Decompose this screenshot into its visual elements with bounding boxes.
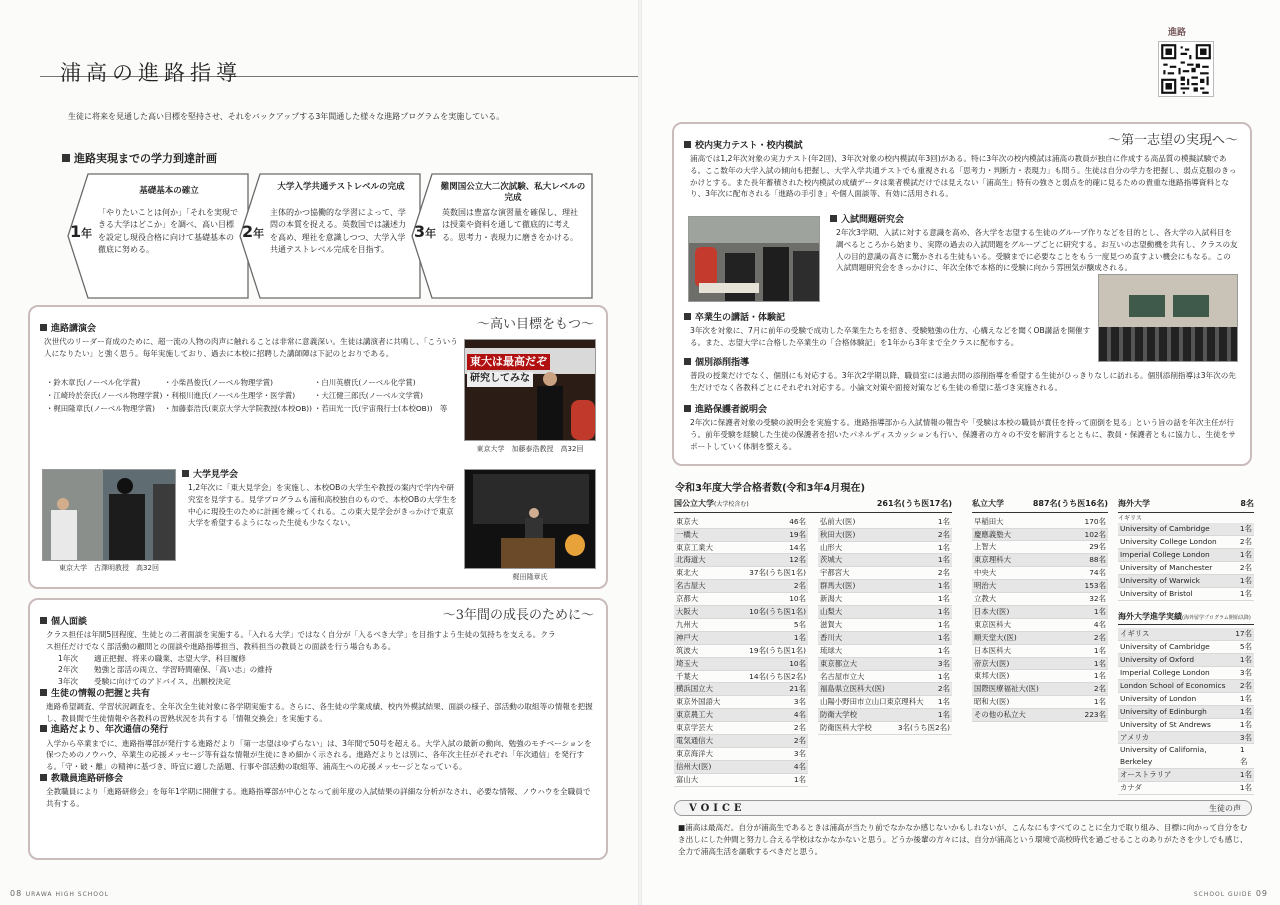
university-name: 信州大(医) — [676, 761, 712, 771]
table-row — [972, 696, 1108, 709]
visit-heading: 大学見学会 — [182, 469, 238, 482]
university-name: 東京大 — [676, 516, 699, 526]
study-photo — [688, 216, 820, 302]
pass-count: 1名 — [937, 697, 950, 707]
university-name: 宇都宮大 — [820, 568, 850, 578]
lecture-hall-photo — [1098, 274, 1238, 362]
table-row — [674, 542, 808, 555]
table-row — [818, 593, 952, 606]
step-year-1 — [66, 172, 252, 300]
plan-heading: 進路実現までの学力到達計画 — [62, 151, 217, 167]
table-row — [972, 529, 1108, 542]
university-name: 山形大 — [820, 542, 843, 552]
pass-count: 4名 — [793, 761, 806, 771]
pass-count: 2名 — [1239, 537, 1252, 547]
pass-count: 3名(うち医2名) — [897, 723, 950, 733]
university-name: 一橋大 — [676, 529, 699, 539]
table-row — [1118, 693, 1254, 706]
table-row — [674, 619, 808, 632]
university-name: University College London — [1120, 537, 1217, 547]
university-name: University of Oxford — [1120, 655, 1195, 665]
pass-count: 1名 — [1239, 655, 1252, 665]
university-name: 上智大 — [974, 542, 997, 552]
goal-box — [28, 305, 608, 589]
table-row — [674, 632, 808, 645]
overseas-header: 海外大学 8名 — [1118, 498, 1254, 513]
pass-count: 153名 — [1084, 581, 1106, 591]
university-name: 秋田大(医) — [820, 529, 856, 539]
step-year-3 — [410, 172, 596, 300]
pass-count: 1名 — [1093, 697, 1106, 707]
speaker-list — [46, 377, 466, 416]
national-col-2 — [818, 516, 952, 787]
test-heading: 校内実力テスト・校内模試 — [684, 140, 803, 153]
pass-count: 1名 — [937, 671, 950, 681]
voice-text: ■浦高は最高だ。自分が浦高生であるときは浦高が当たり前でなかなか感じないかもしれないが、こんなにもすべてのことに全力で取り組み、目標に向かって自分をむき出しにした仲間と努力し合える学校はなかなかないと思う。どうか後輩の方々には、自分が浦高という環境で高校時代を過ごせることのありがたさを少しでも感じ、全力で浦高生活を謳歌するべきだと思う。 — [678, 823, 1248, 856]
university-name: 東京学芸大 — [676, 723, 713, 733]
university-name: 東京外国語大 — [676, 697, 721, 707]
university-name: 東京都立大 — [820, 658, 857, 668]
table-row — [674, 696, 808, 709]
alumni-text: 3年次を対象に、7月に前年の受験で成功した卒業生たちを招き、受験勉強の仕方、心構えなどを聞くOB講話を開催する。また、志望大学に合格した卒業生の「合格体験記」を1年から3年まで全クラスに配布する。 — [690, 326, 1091, 347]
alumni-heading: 卒業生の講話・体験記 — [684, 312, 785, 325]
table-row — [972, 632, 1108, 645]
table-row — [972, 606, 1108, 619]
growth-box — [28, 598, 608, 860]
intro-text: 生徒に将来を見通した高い目標を堅持させ、それをバックアップする3年間通した様々な進路プログラムを実施している。 — [68, 112, 505, 121]
speaker-row: ・江崎玲於奈氏(ノーベル物理学賞) ・利根川進氏(ノーベル生理学・医学賞) ・大江健三郎氏(ノーベル文学賞) — [46, 390, 424, 400]
university-name: 慶應義塾大 — [974, 529, 1011, 539]
table-row — [1118, 706, 1254, 719]
pass-count: 1名 — [937, 632, 950, 642]
step-title: 難関国公立大二次試験、私大レベルの完成 — [440, 182, 586, 204]
pass-count: 1名 — [1239, 524, 1252, 534]
private-results — [972, 498, 1108, 722]
interview-list-item: 3年次 受験に向けてのアドバイス、出願校決定 — [58, 677, 231, 687]
test-text: 浦高では1,2年次対象の実力テスト(年2回)、3年次対象の校内模試(年3回)がある。特に3年次の校内模試は浦高の教員が独自に作成する高品質の模擬試験である。ここ数年の大学入試の傾向も把握し、大学入学共通テストでも重視される「思考力・判断力・表現力」も問う。生徒は自分の学力を把握し、弱点克服のきっかけとする。また長年蓄積された校内模試の成績データは業者模試だけでは見えない「浦高生」特有の強さと弱点を的確に見るための貴重な進路指導資料となり、3年次に配布される「進路の手引き」や個人面談等、有効に活用される。 — [690, 154, 1237, 199]
university-name: University of Warwick — [1120, 575, 1200, 585]
table-row — [818, 696, 952, 709]
table-row — [818, 683, 952, 696]
university-name: 香川大 — [820, 632, 843, 642]
step-title: 基礎基本の確立 — [139, 186, 199, 196]
pass-count: 3名 — [793, 749, 806, 758]
table-row — [818, 671, 952, 684]
pass-count: 12名 — [789, 555, 806, 565]
parents-heading: 進路保護者説明会 — [684, 404, 767, 417]
growth-items — [40, 616, 596, 809]
university-name: 東邦大(医) — [974, 671, 1010, 681]
speaker-photo — [464, 469, 596, 569]
university-name: 横浜国立大 — [676, 684, 713, 694]
university-name: 富山大 — [676, 774, 699, 784]
parents-text: 2年次に保護者対象の受験の説明会を実施する。進路指導部から入試情報の報告や「受験は本校の職員が責任を持って面倒を見る」という旨の話を年次主任が行う。前年受験を経験した生徒の保護者を招いたパネルディスカッションも行い、保護者の方々の不安を解消するとともに、教員・保護者ともに協力し、生徒をサポートしていく体制を整える。 — [690, 418, 1236, 451]
table-row — [674, 606, 808, 619]
voice-header: VOICE 生徒の声 — [674, 800, 1252, 816]
interview-text: クラス担任は年間5回程度、生徒との二者面談を実施する。「入れる大学」ではなく自分が「入るべき大学」を目指すよう生徒の気持ちを支える。クラス担任だけでなく部活動の顧問との面談や進路指導担当、教科担当の教員との面談を行う場合もある。 — [46, 630, 556, 651]
step-year: 3年 — [414, 222, 437, 241]
pass-count: 2名 — [937, 684, 950, 694]
university-name: 京都大 — [676, 594, 699, 604]
university-name: 山陽小野田市立山口東京理科大 — [820, 697, 924, 707]
table-row — [818, 542, 952, 555]
pass-count: 2名 — [793, 581, 806, 591]
gutter — [638, 0, 642, 905]
info-text: 進路希望調査、学習状況調査を、全年次全生徒対象に各学期実施する。さらに、各生徒の学業成績、校内外模試結果、面談の様子、部活動の取組等の情報を把握し、教員間で生徒情報や各教科の習熟状況を共有する「情報交換会」を実施する。 — [46, 701, 593, 723]
university-name: University of Manchester — [1120, 563, 1213, 572]
table-row — [972, 619, 1108, 632]
university-name: 名古屋大 — [676, 581, 706, 591]
table-row — [1118, 744, 1254, 769]
interview-list-item: 2年次 勉強と部活の両立、学習時間確保、「高い志」の維持 — [58, 665, 273, 675]
interview-list-item: 1年次 適正把握、将来の職業、志望大学、科目履修 — [58, 653, 246, 663]
speaker-photo-caption: 梶田隆章氏 — [512, 573, 548, 581]
lecture-photo-caption: 東京大学 加藤泰浩教授 高32回 — [476, 445, 584, 453]
pass-count: 1名 — [1093, 645, 1106, 655]
pass-count: 2名 — [793, 723, 806, 733]
university-name: 国際医療福祉大(医) — [974, 684, 1039, 694]
pass-count: 10名 — [789, 658, 806, 668]
lecture-text: 次世代のリーダー育成のために、超一流の人物の肉声に触れることは非常に意義深い。生徒は講演者に共鳴し、「こういう人になりたい」と強く思う。毎年実施しており、過去に本校に招聘した講師陣は下記のとおりである。 — [44, 337, 458, 358]
university-name: University of Cambridge — [1120, 524, 1210, 534]
pass-count: 1名 — [937, 594, 950, 604]
university-name: 大阪大 — [676, 607, 699, 617]
table-row — [972, 516, 1108, 529]
visit-photo — [42, 469, 176, 561]
table-row — [674, 645, 808, 658]
table-row — [1118, 782, 1254, 795]
university-name: 東北大 — [676, 568, 699, 578]
pass-count: 5名 — [793, 619, 806, 629]
page-number-right: SCHOOL GUIDE 09 — [1193, 889, 1268, 898]
table-row — [818, 580, 952, 593]
university-name: 明治大 — [974, 581, 997, 591]
national-results — [674, 498, 952, 787]
private-header: 私立大学 887名(うち医16名) — [972, 498, 1108, 513]
university-name: 福島県立医科大(医) — [820, 684, 885, 694]
table-row — [674, 580, 808, 593]
table-row — [972, 580, 1108, 593]
table-row — [674, 774, 808, 787]
university-name: 筑波大 — [676, 645, 699, 655]
newsletter-text: 入学から卒業までに、進路指導部が発行する進路だより「第一志望はゆずらない」は、3年間で50号を超える。大学入試の最新の動向、勉強のモチベーションを保つためのノウハウ、卒業生の応援メッセージ等有益な情報が生徒にきめ細かく示される。進路だよりとは別に、各年次主任がそれぞれ「年次通信」を発行する。「守・破・離」の精神に基づき、時宜に適した話題、行事や部活動の取組等、浦高生への応援メッセージとなっている。 — [46, 738, 592, 772]
table-row — [674, 748, 808, 761]
table-row — [972, 541, 1108, 554]
right-page — [640, 0, 1280, 905]
pass-count: 1名 — [793, 632, 806, 642]
exam-research-text: 2年次3学期、入試に対する意識を高め、各大学を志望する生徒のグループ作りなどを目的とし、各大学の入試科目を調べるところから始まり、実際の過去の入試問題をグループごとに研究する。お互いの志望動機を共有し、クラスの友人の目的意識の高さに驚かされる生徒もいる。受験までに必要なことをもう一度見つめ直すよい機会にもなる。この入試問題研究会をきっかけに、年次全体で本格的に受験に向かう雰囲気が醸成される。 — [836, 228, 1238, 273]
pass-count: 29名 — [1089, 542, 1106, 552]
table-row — [674, 671, 808, 684]
tutoring-text: 普段の授業だけでなく、個別にも対応する。3年次2学期以降、職員室には過去問の添削指導を希望する生徒がひっきりなしに訪れる。個別添削指導は3年次の先生だけでなく各教科ごとにそれぞれ対応する。小論文対策や面接対策なども生徒の希望に基づき実施される。 — [690, 371, 1236, 392]
table-row — [972, 593, 1108, 606]
results-title: 令和3年度大学合格者数(令和3年4月現在) — [675, 483, 866, 494]
pass-count: 2名 — [1093, 632, 1106, 642]
pass-count: 1名 — [1239, 783, 1252, 793]
step-title: 大学入学共通テストレベルの完成 — [277, 182, 405, 192]
table-row — [1118, 654, 1254, 667]
pass-count: 1名 — [1239, 719, 1252, 729]
table-row — [1118, 641, 1254, 654]
university-name: University of Edinburgh — [1120, 706, 1207, 716]
visit-text: 1,2年次に「東大見学会」を実施し、本校OBの大学生や教授の案内で学内や研究室を見学する。見学プログラムも浦和高校独自のもので、本校OBの大学生を中心に現役生のために計画を練ってくれる。この東大見学会がきっかけで東京大学を希望するようになった生徒も少なくない。 — [188, 483, 458, 528]
university-name: University of Bristol — [1120, 588, 1193, 598]
university-name: 中央大 — [974, 568, 997, 578]
table-row — [674, 735, 808, 748]
plan-steps — [66, 172, 596, 302]
pass-count: 5名 — [1239, 642, 1252, 652]
step-desc: 英数国は豊富な演習量を確保し、理社は授業や資料を通して徹底的に考える。思考力・表現力に磨きをかける。 — [442, 208, 578, 242]
table-row — [674, 567, 808, 580]
pass-count: 1名 — [937, 542, 950, 552]
pass-count: 4名 — [793, 710, 806, 720]
speaker-row: ・梶田隆章氏(ノーベル物理学賞) ・加藤泰浩氏(東京大学大学院教授(本校OB)) ・若田光一氏(宇宙飛行士(本校OB)) 等 — [46, 403, 448, 413]
pass-count: 1名 — [937, 581, 950, 591]
table-row — [1118, 769, 1254, 782]
university-name: カナダ — [1120, 783, 1142, 793]
pass-count: 2名 — [1239, 680, 1252, 690]
pass-count: 3名 — [1239, 668, 1252, 678]
tutoring-heading: 個別添削指導 — [684, 357, 749, 370]
university-name: イギリス — [1120, 629, 1150, 639]
step-year: 1年 — [70, 222, 93, 241]
university-name: 電気通信大 — [676, 736, 713, 746]
pass-count: 37名(うち医1名) — [749, 568, 806, 578]
pass-count: 2名 — [793, 736, 806, 746]
overseas-country: イギリス — [1118, 514, 1142, 522]
pass-count: 3名 — [793, 697, 806, 707]
university-name: University of London — [1120, 693, 1197, 703]
pass-count: 4名 — [1093, 619, 1106, 629]
table-row — [1118, 562, 1254, 575]
pass-count: 1名 — [1240, 745, 1248, 767]
university-name: 東京理科大 — [974, 555, 1011, 565]
university-name: 日本大(医) — [974, 606, 1010, 616]
table-row — [674, 658, 808, 671]
pass-count: 1名 — [1239, 550, 1252, 560]
pass-count: 102名 — [1084, 529, 1106, 539]
pass-count: 3名 — [1239, 732, 1252, 742]
pass-count: 1名 — [937, 645, 950, 655]
goal-box-title: 〜高い目標をもつ〜 — [473, 316, 598, 335]
table-row — [1118, 536, 1254, 549]
table-row — [674, 593, 808, 606]
pass-count: 14名 — [789, 542, 806, 552]
exam-research-heading: 入試問題研究会 — [830, 214, 904, 227]
table-row — [1118, 588, 1254, 601]
university-name: 東京工業大 — [676, 542, 713, 552]
pass-count: 1名 — [1239, 575, 1252, 585]
university-name: 琉球大 — [820, 645, 843, 655]
table-row — [674, 683, 808, 696]
university-name: 弘前大(医) — [820, 516, 856, 526]
pass-count: 74名 — [1089, 568, 1106, 578]
table-row — [1118, 523, 1254, 536]
table-row — [972, 709, 1108, 722]
pass-count: 1名 — [937, 710, 950, 720]
overseas-results — [1118, 498, 1254, 795]
pass-count: 1名 — [937, 555, 950, 565]
university-name: 茨城大 — [820, 555, 843, 565]
step-desc: 主体的かつ協働的な学習によって、学問の本質を捉える。英数国では議述力を高め、理社を意識しつつ、大学入学共通テストレベル完成を目指す。 — [270, 208, 406, 255]
info-heading: 生徒の情報の把握と共有 — [40, 688, 596, 701]
lecture-photo: 東大は最高だぞ 研究してみな — [464, 339, 596, 441]
university-name: 日本医科大 — [974, 645, 1011, 655]
step-desc: 「やりたいことは何か」「それを実現できる大学はどこか」を調べ、高い目標を設定し現役合格に向けて基礎基本の徹底に努める。 — [98, 208, 238, 255]
program-header: 海外大学進学実績(海外留学プログラム開始以降) — [1118, 611, 1254, 626]
university-name: 立教大 — [974, 594, 997, 604]
table-row — [818, 567, 952, 580]
university-name: 名古屋市立大 — [820, 671, 865, 681]
pass-count: 1名 — [1093, 606, 1106, 616]
university-name: 東京医科大 — [974, 619, 1011, 629]
pass-count: 2名 — [1239, 563, 1252, 572]
page-title: 浦高の進路指導 — [60, 61, 242, 85]
step-year-2 — [238, 172, 424, 300]
training-heading: 教職員進路研修会 — [40, 773, 596, 786]
university-name: 東京海洋大 — [676, 749, 713, 758]
visit-photo-caption: 東京大学 古澤明教授 高32回 — [59, 564, 159, 572]
table-row — [674, 722, 808, 735]
pass-count: 14名(うち医2名) — [749, 671, 806, 681]
pass-count: 170名 — [1084, 516, 1106, 526]
qr-label: 進路 — [1168, 28, 1187, 38]
table-row — [972, 670, 1108, 683]
overseas-col — [1118, 523, 1254, 600]
university-name: アメリカ — [1120, 732, 1150, 742]
table-row — [1118, 628, 1254, 641]
table-row — [1118, 549, 1254, 562]
pass-count: 88名 — [1089, 555, 1106, 565]
table-row — [818, 722, 952, 735]
university-name: 神戸大 — [676, 632, 699, 642]
national-header: 国公立大学(大学校含む) 261名(うち医17名) — [674, 498, 952, 513]
university-name: 群馬大(医) — [820, 581, 856, 591]
university-name: 埼玉大 — [676, 658, 699, 668]
university-name: 防衛医科大学校 — [820, 723, 872, 733]
table-row — [818, 554, 952, 567]
university-name: 早稲田大 — [974, 516, 1004, 526]
table-row — [1118, 732, 1254, 745]
table-row — [674, 709, 808, 722]
university-name: Imperial College London — [1120, 550, 1210, 560]
pass-count: 1名 — [937, 607, 950, 617]
pass-count: 32名 — [1089, 594, 1106, 604]
table-row — [818, 606, 952, 619]
table-row — [1118, 719, 1254, 732]
pass-count: 1名 — [1093, 658, 1106, 668]
university-name: 北海道大 — [676, 555, 706, 565]
pass-count: 1名 — [1239, 693, 1252, 703]
table-row — [818, 658, 952, 671]
pass-count: 1名 — [793, 774, 806, 784]
speaker-row: ・鈴木章氏(ノーベル化学賞) ・小柴昌俊氏(ノーベル物理学賞) ・白川英樹氏(ノーベル化学賞) — [46, 378, 416, 387]
university-name: University of California, Berkeley — [1120, 745, 1207, 767]
university-name: その他の私立大 — [974, 710, 1026, 720]
national-col-1 — [674, 516, 808, 787]
private-col — [972, 516, 1108, 723]
newsletter-heading: 進路だより、年次通信の発行 — [40, 724, 596, 737]
table-row — [972, 567, 1108, 580]
table-row — [818, 645, 952, 658]
first-choice-box — [672, 122, 1252, 466]
table-row — [972, 645, 1108, 658]
table-row — [674, 761, 808, 774]
table-row — [818, 516, 952, 529]
interview-list — [40, 653, 596, 688]
qr-code-icon[interactable] — [1158, 41, 1214, 97]
pass-count: 46名 — [789, 516, 806, 526]
university-name: 九州大 — [676, 619, 699, 629]
program-col — [1118, 628, 1254, 795]
university-name: 順天堂大(医) — [974, 632, 1017, 642]
table-row — [818, 619, 952, 632]
table-row — [674, 516, 808, 529]
pass-count: 1名 — [1239, 770, 1252, 780]
step-year: 2年 — [242, 222, 265, 241]
table-row — [674, 554, 808, 567]
first-choice-title: 〜第一志望の実現へ〜 — [1104, 132, 1242, 151]
pass-count: 10名(うち医1名) — [749, 607, 806, 617]
university-name: 滋賀大 — [820, 619, 843, 629]
growth-box-title: 〜3年間の成長のために〜 — [439, 607, 598, 626]
table-row — [674, 529, 808, 542]
table-row — [1118, 575, 1254, 588]
university-name: 帝京大(医) — [974, 658, 1010, 668]
table-row — [1118, 680, 1254, 693]
pass-count: 223名 — [1084, 710, 1106, 720]
pass-count: 17名 — [1235, 629, 1252, 639]
university-name: 防衛大学校 — [820, 710, 857, 720]
pass-count: 2名 — [1093, 684, 1106, 694]
pass-count: 2名 — [937, 529, 950, 539]
pass-count: 2名 — [937, 568, 950, 578]
table-row — [818, 632, 952, 645]
pass-count: 1名 — [1093, 671, 1106, 681]
university-name: University of Cambridge — [1120, 642, 1210, 652]
table-row — [972, 683, 1108, 696]
university-name: Imperial College London — [1120, 668, 1210, 678]
university-name: 千葉大 — [676, 671, 699, 681]
university-name: 新潟大 — [820, 594, 843, 604]
pass-count: 1名 — [937, 619, 950, 629]
pass-count: 19名 — [789, 529, 806, 539]
table-row — [972, 554, 1108, 567]
pass-count: 1名 — [1239, 706, 1252, 716]
table-row — [818, 529, 952, 542]
lecture-heading: 進路講演会 — [40, 323, 96, 336]
university-name: 昭和大(医) — [974, 697, 1010, 707]
university-name: 東京農工大 — [676, 710, 713, 720]
pass-count: 21名 — [789, 684, 806, 694]
page-number-left: 08 URAWA HIGH SCHOOL — [10, 889, 110, 898]
university-name: University of St Andrews — [1120, 719, 1211, 729]
table-row — [818, 709, 952, 722]
university-name: オーストラリア — [1120, 770, 1172, 780]
training-text: 全教職員により「進路研修会」を毎年1学期に開催する。進路指導部が中心となって前年度の入試結果の詳細な分析がなされ、必要な情報、ノウハウを全職員で共有する。 — [46, 786, 591, 808]
pass-count: 3名 — [937, 658, 950, 668]
interview-heading: 個人面談 — [40, 616, 596, 629]
pass-count: 10名 — [789, 594, 806, 604]
university-name: London School of Economics — [1120, 680, 1226, 690]
pass-count: 1名 — [937, 516, 950, 526]
table-row — [1118, 667, 1254, 680]
university-name: 山梨大 — [820, 607, 843, 617]
table-row — [972, 658, 1108, 671]
pass-count: 1名 — [1239, 588, 1252, 598]
pass-count: 19名(うち医1名) — [749, 645, 806, 655]
